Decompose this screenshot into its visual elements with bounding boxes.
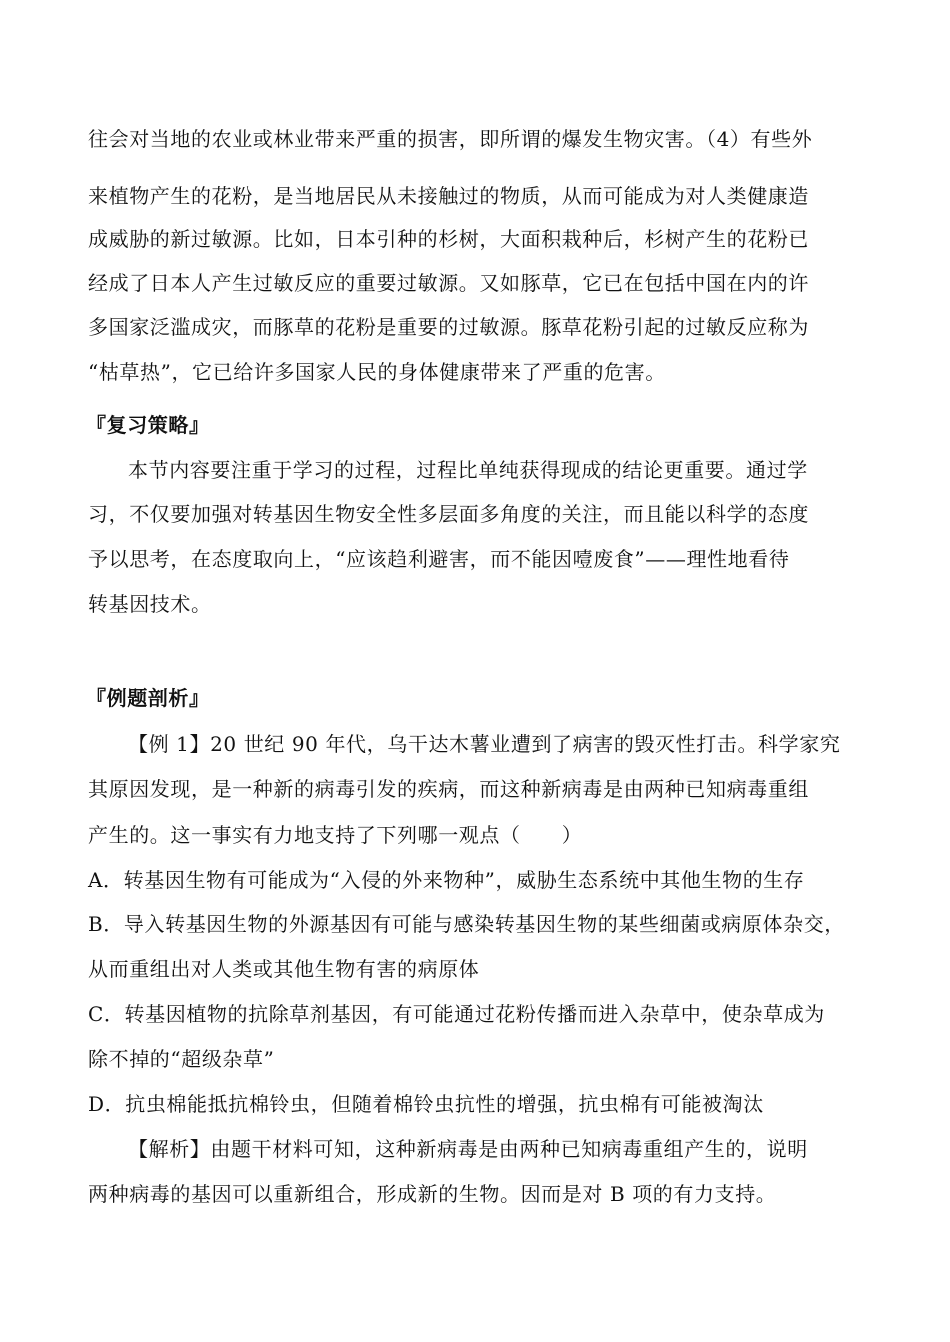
- paragraph-line: 习，不仅要加强对转基因生物安全性多层面多角度的关注，而且能以科学的态度: [88, 502, 809, 526]
- paragraph-line: 转基因技术。: [88, 592, 212, 616]
- paragraph-line: 本节内容要注重于学习的过程，过程比单纯获得现成的结论更重要。通过学: [128, 458, 808, 482]
- paragraph-line: 来植物产生的花粉，是当地居民从未接触过的物质，从而可能成为对人类健康造: [88, 184, 809, 208]
- option-c-continued: 除不掉的“超级杂草”: [88, 1047, 275, 1071]
- question-line: 产生的。这一事实有力地支持了下列哪一观点（ ）: [88, 823, 583, 847]
- question-line: 【例 1】20 世纪 90 年代，乌干达木薯业遭到了病害的毁灭性打击。科学家究: [128, 732, 841, 756]
- paragraph-line: 往会对当地的农业或林业带来严重的损害，即所谓的爆发生物灾害。（4）有些外: [88, 127, 813, 151]
- paragraph-line: 予以思考，在态度取向上，“应该趋利避害，而不能因噎废食”——理性地看待: [88, 547, 790, 571]
- paragraph-line: “枯草热”，它已给许多国家人民的身体健康带来了严重的危害。: [88, 360, 666, 384]
- option-b-continued: 从而重组出对人类或其他生物有害的病原体: [88, 957, 480, 981]
- option-a: A．转基因生物有可能成为“入侵的外来物种”，威胁生态系统中其他生物的生存: [88, 868, 805, 892]
- option-c: C．转基因植物的抗除草剂基因，有可能通过花粉传播而进入杂草中，使杂草成为: [88, 1002, 825, 1026]
- section-heading-review: 『复习策略』: [86, 413, 210, 437]
- paragraph-line: 成威胁的新过敏源。比如，日本引种的杉树，大面积栽种后，杉树产生的花粉已: [88, 227, 809, 251]
- analysis-line: 【解析】由题干材料可知，这种新病毒是由两种已知病毒重组产生的，说明: [128, 1137, 808, 1161]
- option-d: D．抗虫棉能抵抗棉铃虫，但随着棉铃虫抗性的增强，抗虫棉有可能被淘汰: [88, 1092, 764, 1116]
- question-line: 其原因发现，是一种新的病毒引发的疾病，而这种新病毒是由两种已知病毒重组: [88, 777, 809, 801]
- option-b: B．导入转基因生物的外源基因有可能与感染转基因生物的某些细菌或病原体杂交，: [88, 912, 845, 936]
- paragraph-line: 多国家泛滥成灾，而豚草的花粉是重要的过敏源。豚草花粉引起的过敏反应称为: [88, 315, 809, 339]
- paragraph-line: 经成了日本人产生过敏反应的重要过敏源。又如豚草，它已在包括中国在内的许: [88, 271, 809, 295]
- section-heading-example: 『例题剖析』: [86, 686, 210, 710]
- analysis-line: 两种病毒的基因可以重新组合，形成新的生物。因而是对 B 项的有力支持。: [88, 1182, 777, 1206]
